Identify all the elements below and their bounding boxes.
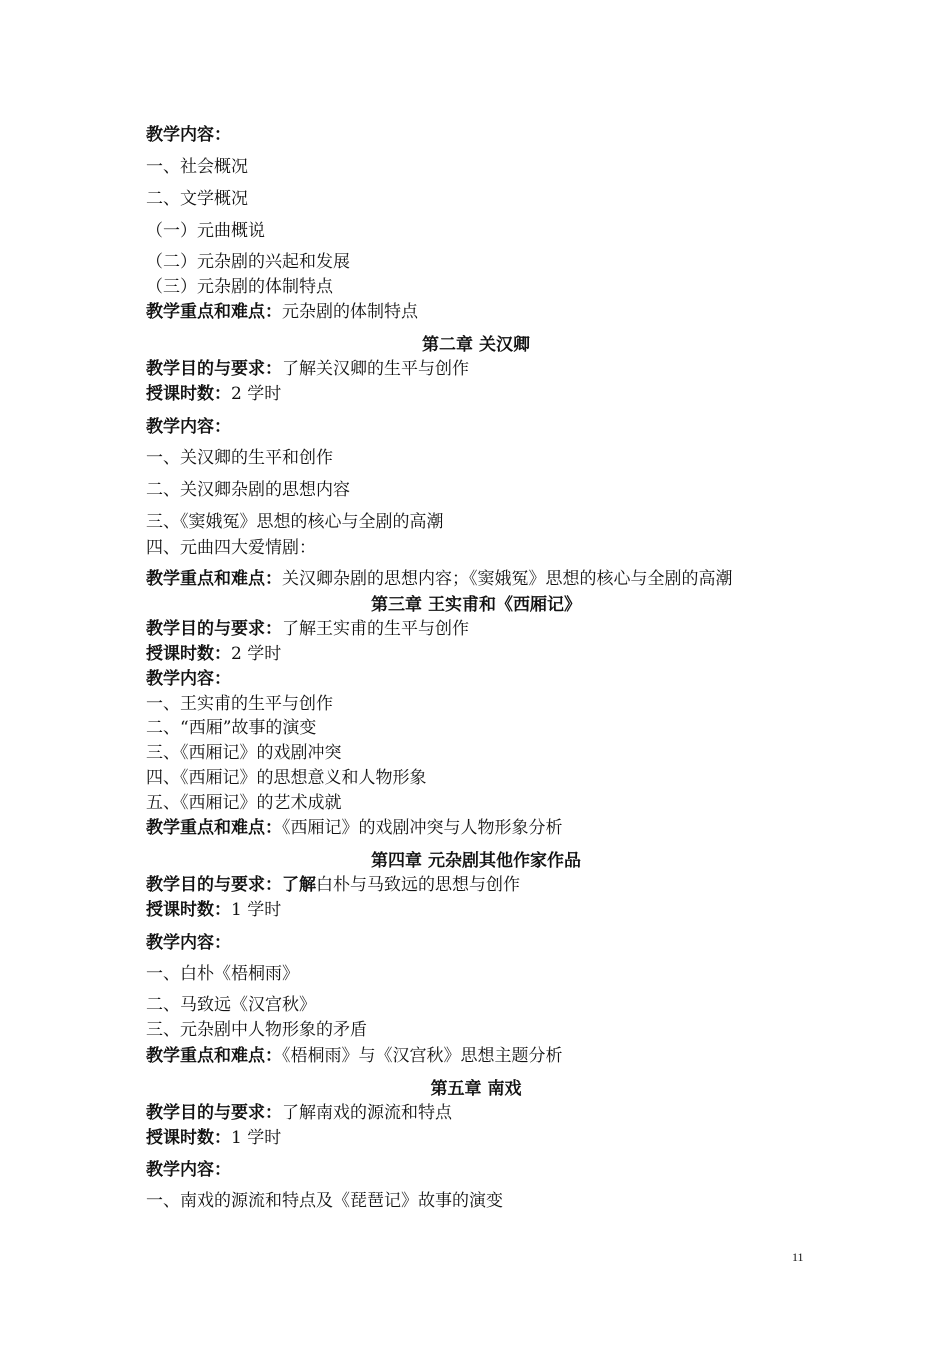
line-label: 授课时数：	[146, 1128, 231, 1148]
list-item	[146, 188, 812, 210]
list-item	[146, 537, 812, 559]
line-text: 了解王实甫的生平与创作	[282, 619, 469, 639]
line-text: 二、“西厢”故事的演变	[146, 718, 317, 738]
line-label: 授课时数：	[146, 900, 231, 920]
list-item	[146, 220, 812, 242]
line-text: 《西厢记》的戏剧冲突与人物形象分析	[282, 818, 563, 838]
line-text: 二、马致远《汉宫秋》	[146, 995, 316, 1015]
line-text: 白朴与马致远的思想与创作	[316, 875, 520, 895]
list-item	[146, 717, 812, 739]
line-label: 教学目的与要求：	[146, 359, 282, 379]
line-label: 教学内容：	[146, 933, 231, 953]
line-text: 《梧桐雨》与《汉宫秋》思想主题分析	[282, 1046, 563, 1066]
labeled-line	[146, 383, 812, 405]
list-item	[146, 792, 812, 814]
line-text: （三）元杂剧的体制特点	[146, 277, 333, 297]
line-label: 授课时数：	[146, 384, 231, 404]
list-item	[146, 447, 812, 469]
line-text: 三、《西厢记》的戏剧冲突	[146, 743, 342, 763]
chapter-heading: 第五章 南戏	[430, 1079, 522, 1099]
line-label: 教学目的与要求：	[146, 619, 282, 639]
line-text: 1 学时	[231, 900, 282, 920]
line-label: 教学目的与要求：	[146, 1103, 282, 1123]
list-item	[146, 276, 812, 298]
line-text: 一、王实甫的生平与创作	[146, 694, 333, 714]
labeled-line	[146, 301, 812, 323]
chapter-heading: 第四章 元杂剧其他作家作品	[371, 851, 581, 871]
list-item	[146, 693, 812, 715]
labeled-line	[146, 124, 812, 146]
line-text: 一、关汉卿的生平和创作	[146, 448, 333, 468]
line-text: 二、关汉卿杂剧的思想内容	[146, 480, 350, 500]
line-text: 三、元杂剧中人物形象的矛盾	[146, 1020, 367, 1040]
labeled-line	[146, 1045, 812, 1067]
line-label: 教学重点和难点：	[146, 1046, 282, 1066]
list-item	[146, 1019, 812, 1041]
line-label: 教学目的与要求：了解	[146, 875, 316, 895]
line-text: 四、《西厢记》的思想意义和人物形象	[146, 768, 427, 788]
labeled-line	[146, 358, 812, 380]
labeled-line	[146, 416, 812, 438]
labeled-line	[146, 618, 812, 640]
chapter-heading: 第二章 关汉卿	[422, 335, 530, 355]
line-text: 二、文学概况	[146, 189, 248, 209]
page-number: 11	[792, 1250, 804, 1264]
line-label: 授课时数：	[146, 644, 231, 664]
labeled-line	[146, 1127, 812, 1149]
list-item	[146, 1190, 812, 1212]
line-text: 1 学时	[231, 1128, 282, 1148]
line-label: 教学内容：	[146, 1160, 231, 1180]
line-text: 了解南戏的源流和特点	[282, 1103, 452, 1123]
line-text: （二）元杂剧的兴起和发展	[146, 252, 350, 272]
line-label: 教学重点和难点：	[146, 818, 282, 838]
list-item	[146, 156, 812, 178]
labeled-line	[146, 874, 812, 896]
line-text: 一、南戏的源流和特点及《琵琶记》故事的演变	[146, 1191, 503, 1211]
line-text: 五、《西厢记》的艺术成就	[146, 793, 342, 813]
list-item	[146, 767, 812, 789]
line-label: 教学内容：	[146, 417, 231, 437]
labeled-line	[146, 643, 812, 665]
line-text: 一、社会概况	[146, 157, 248, 177]
list-item	[146, 511, 812, 533]
line-text: （一）元曲概说	[146, 221, 265, 241]
chapter-heading: 第三章 王实甫和《西厢记》	[371, 595, 581, 615]
line-label: 教学重点和难点：	[146, 569, 282, 589]
list-item	[146, 742, 812, 764]
line-text: 元杂剧的体制特点	[282, 302, 418, 322]
line-text: 2 学时	[231, 384, 282, 404]
labeled-line	[146, 1102, 812, 1124]
line-text: 了解关汉卿的生平与创作	[282, 359, 469, 379]
labeled-line	[146, 899, 812, 921]
labeled-line	[146, 932, 812, 954]
line-text: 关汉卿杂剧的思想内容；《窦娥冤》思想的核心与全剧的高潮	[282, 569, 733, 589]
line-label: 教学重点和难点：	[146, 302, 282, 322]
line-text: 一、白朴《梧桐雨》	[146, 964, 299, 984]
line-text: 2 学时	[231, 644, 282, 664]
labeled-line	[146, 568, 812, 590]
line-label: 教学内容：	[146, 669, 231, 689]
line-label: 教学内容：	[146, 125, 231, 145]
labeled-line	[146, 1159, 812, 1181]
list-item	[146, 994, 812, 1016]
list-item	[146, 963, 812, 985]
line-text: 四、元曲四大爱情剧：	[146, 538, 316, 558]
line-text: 三、《窦娥冤》思想的核心与全剧的高潮	[146, 512, 444, 532]
labeled-line	[146, 668, 812, 690]
list-item	[146, 251, 812, 273]
list-item	[146, 479, 812, 501]
labeled-line	[146, 817, 812, 839]
